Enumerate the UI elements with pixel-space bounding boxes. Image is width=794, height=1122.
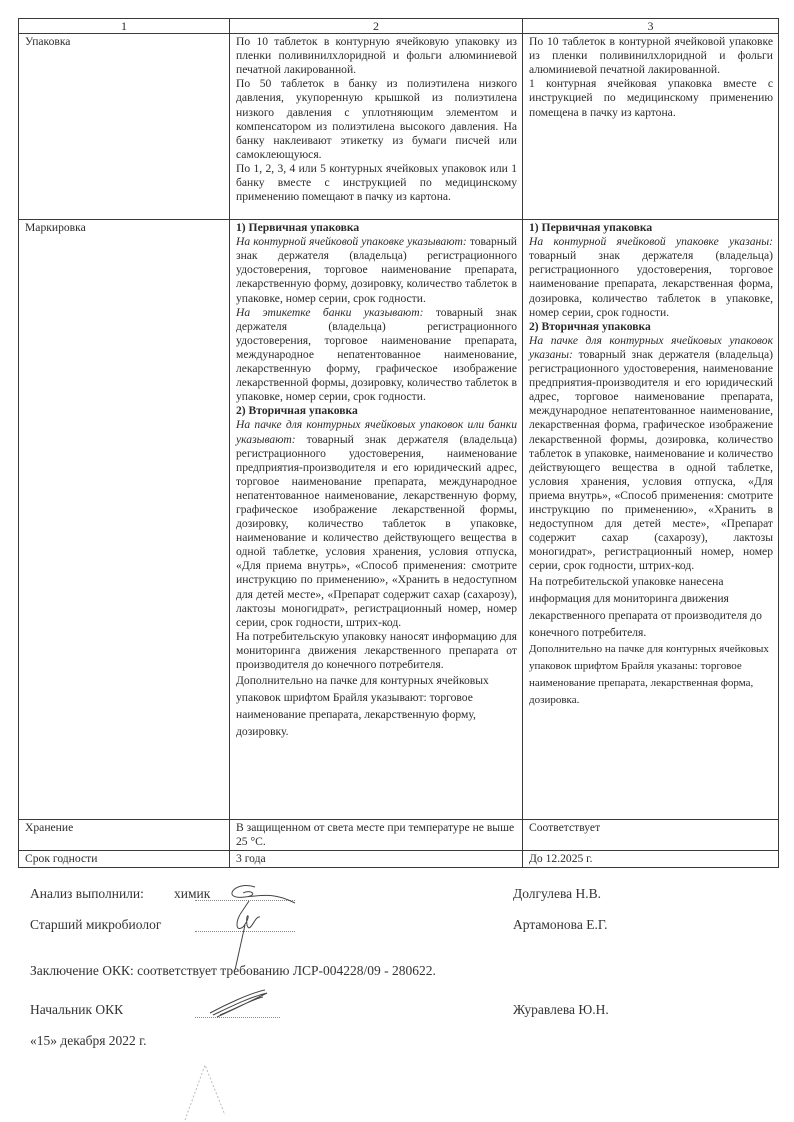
result-primary-paragraph <box>529 235 773 320</box>
analysis-label: Анализ выполнили: <box>30 886 144 901</box>
primary-blister-text: товарный знак держателя (владельца) регистрационного удостоверения, торговое наименование препарата, лекарственную форму, дозировку, количество таблеток в упаковке, номер серии, срок годности. <box>236 235 517 305</box>
shelf-life-requirement: 3 года <box>230 851 523 868</box>
row-label-packaging: Упаковка <box>19 34 230 220</box>
report-date: «15» декабря 2022 г. <box>30 1033 147 1048</box>
packaging-box-text: По 1, 2, 3, 4 или 5 контурных ячейковых упаковок или 1 банку вместе с инструкцией по медицинскому применению помещают в пачку из картона. <box>236 161 517 204</box>
packaging-result-box: 1 контурная ячейковая упаковка вместе с инструкцией по медицинскому применению помещена в пачку из картона. <box>529 77 773 119</box>
column-number-3: 3 <box>523 19 779 34</box>
monitoring-paragraph: На потребительскую упаковку наносят информацию для мониторинга движения лекарственного препарата от производителя до конечного потребителя. <box>236 629 517 671</box>
row-label-shelf-life: Срок годности <box>19 851 230 868</box>
labeling-requirement-cell <box>230 220 523 820</box>
conclusion-text: Заключение ОКК: соответствует требованию ЛСР-004228/09 - 280622. <box>30 963 436 978</box>
result-secondary-heading: 2) Вторичная упаковка <box>529 319 651 333</box>
column-number-1: 1 <box>19 19 230 34</box>
secondary-text: товарный знак держателя (владельца) регистрационного удостоверения, наименование предприятия-производителя и его юридический адрес, торговое наименование препарата, международное непатентованное наименование, лекарственную форму, графическое изображение лекарственной формы, дозировку, количество таблеток в упаковке, наименование и количество действующего вещества в одной таблетке, условия хранения, условия отпуска, «Для приема внутрь», «Способ применения: смотрите инструкцию по применению», «Хранить в недоступном для детей месте», «Препарат содержит сахар (сахарозу), лактозы моногидрат», регистрационный номер, номер серии, срок годности, штрих-код. <box>236 432 517 629</box>
analyst-name: Долгулева Н.В. <box>513 886 602 901</box>
table-row-packaging <box>19 34 779 220</box>
result-braille-paragraph: Дополнительно на пачке для контурных ячейковых упаковок шрифтом Брайля указаны: торговое наименование препарата, лекарственная форма, дозировка. <box>529 643 769 707</box>
result-primary-intro: На контурной ячейковой упаковке указаны: <box>529 235 773 249</box>
result-secondary-paragraph <box>529 334 773 574</box>
result-primary-text: товарный знак держателя (владельца) регистрационного удостоверения, торговое наименование препарата, лекарственная форма, дозировка, количество таблеток в упаковке, номер серии, срок годности. <box>529 249 773 319</box>
primary-jar-paragraph <box>236 306 517 405</box>
table-row-shelf-life <box>19 851 779 868</box>
labeling-result-cell <box>523 220 779 820</box>
row-label-storage: Хранение <box>19 820 230 851</box>
storage-requirement: В защищенном от света месте при температуре не выше 25 °С. <box>230 820 523 851</box>
result-primary-heading: 1) Первичная упаковка <box>529 221 653 235</box>
specification-table <box>18 18 779 868</box>
table-row-storage <box>19 820 779 851</box>
packaging-requirement-cell <box>230 34 523 220</box>
microbiologist-name: Артамонова Е.Г. <box>513 917 608 932</box>
secondary-intro: На пачке для контурных ячейковых упаковок или банки указывают: <box>236 418 517 446</box>
packaging-jar-text: По 50 таблеток в банку из полиэтилена низкого давления, укупоренную крышкой из полиэтилена низкого давления с уплотняющим элементом и компенсатором из полиэтилена высокого давления. На банку наклеивают этикетку из бумаги писчей или самоклеющуюся. <box>236 77 517 161</box>
table-row-labeling <box>19 220 779 820</box>
secondary-packaging-heading: 2) Вторичная упаковка <box>236 404 358 418</box>
stamp-fragment-icon <box>180 1060 260 1122</box>
microbiologist-label: Старший микробиолог <box>30 917 162 932</box>
packaging-blister-text: По 10 таблеток в контурную ячейковую упаковку из пленки поливинилхлоридной и фольги алюминиевой печатной лакированной. <box>236 35 517 77</box>
packaging-result-cell <box>523 34 779 220</box>
analysis-role: химик <box>174 886 211 901</box>
row-label-labeling: Маркировка <box>19 220 230 820</box>
packaging-result-blister: По 10 таблеток в контурной ячейковой упаковке из пленки поливинилхлоридной и фольги алюминиевой печатной лакированной. <box>529 35 773 77</box>
storage-result: Соответствует <box>523 820 779 851</box>
braille-paragraph: Дополнительно на пачке для контурных ячейковых упаковок шрифтом Брайля указывают: торговое наименование препарата, лекарственную форму, дозировку. <box>236 674 489 739</box>
head-label: Начальник ОКК <box>30 1002 124 1017</box>
primary-jar-intro: На этикетке банки указывают: <box>236 305 424 319</box>
result-monitoring-paragraph: На потребительской упаковке нанесена информация для мониторинга движения лекарственного препарата от производителя до конечного потребителя. <box>529 575 762 640</box>
head-name: Журавлева Ю.Н. <box>513 1002 609 1017</box>
primary-blister-paragraph <box>236 235 517 305</box>
signature-head-icon <box>205 985 285 1025</box>
table-header-row <box>19 19 779 34</box>
result-secondary-intro: На пачке для контурных ячейковых упаковок указаны: <box>529 333 773 361</box>
shelf-life-result: До 12.2025 г. <box>523 851 779 868</box>
primary-jar-text: товарный знак держателя (владельца) регистрационного удостоверения, торговое наименование препарата, международное непатентованное наименование, лекарственную форму, графическое изображение лекарственной формы, дозировку, количество таблеток в упаковке, номер серии, срок годности. <box>236 305 517 404</box>
secondary-paragraph <box>236 418 517 629</box>
primary-packaging-heading: 1) Первичная упаковка <box>236 221 360 235</box>
column-number-2: 2 <box>230 19 523 34</box>
result-secondary-text: товарный знак держателя (владельца) регистрационного удостоверения, наименование предприятия-производителя и его юридический адрес, торговое наименование препарата, международное непатентованное наименование, лекарственная форма, графическое изображение лекарственной формы, дозировка, количество таблеток в упаковке, наименование и количество действующего вещества в одной таблетке, условия хранения, условия отпуска, «Для приема внутрь», «Способ применения: смотрите инструкцию по применению», «Хранить в недоступном для детей месте», «Препарат содержит сахар (сахарозу), лактозы моногидрат», регистрационный номер, номер серии, срок годности, штрих-код. <box>529 347 773 573</box>
primary-blister-intro: На контурной ячейковой упаковке указывают: <box>236 235 467 249</box>
